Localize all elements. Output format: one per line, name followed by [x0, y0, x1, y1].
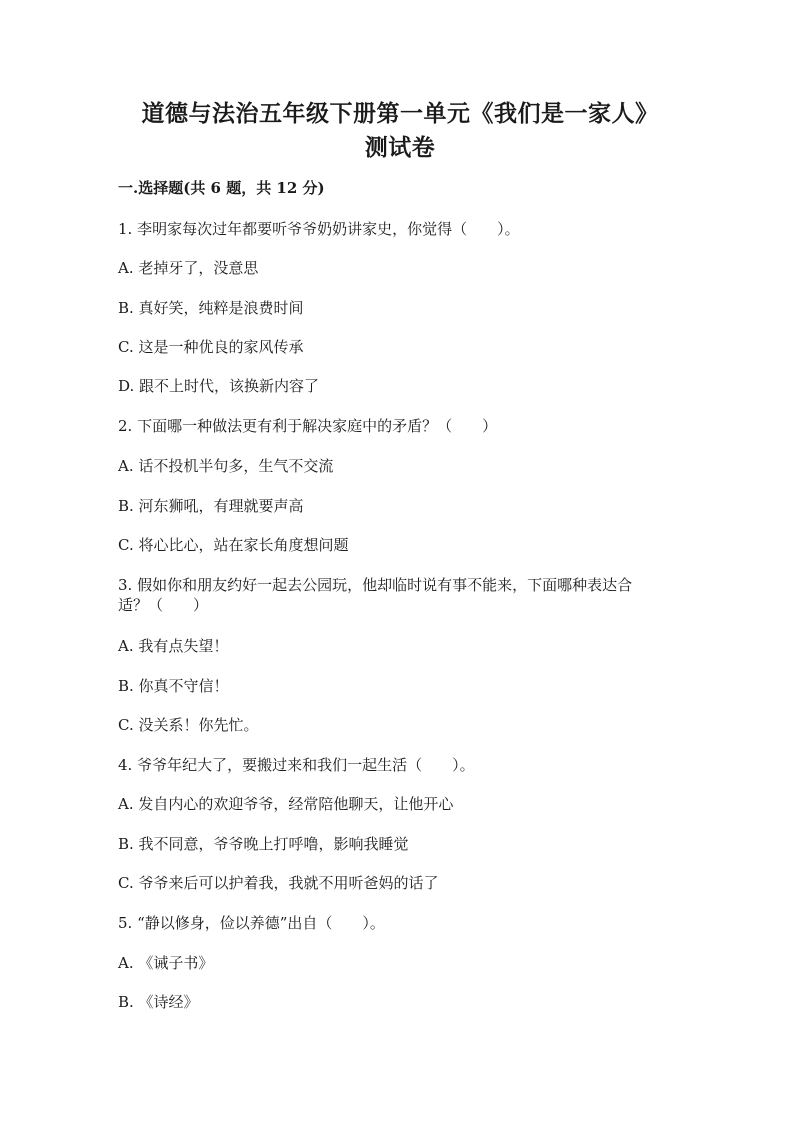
question-2-option-c: C. 将心比心，站在家长角度想问题 — [118, 536, 349, 554]
question-1-option-a: A. 老掉牙了，没意思 — [118, 259, 259, 277]
question-1-option-c: C. 这是一种优良的家风传承 — [118, 338, 304, 356]
question-3-option-a: A. 我有点失望！ — [118, 637, 229, 655]
question-3-stem-cont: 适？（ ） — [118, 596, 209, 614]
question-4-option-c: C. 爷爷来后可以护着我，我就不用听爸妈的话了 — [118, 874, 439, 892]
question-5-stem: 5. “静以修身，俭以养德”出自（ ）。 — [118, 914, 385, 932]
question-5-option-a: A. 《诫子书》 — [118, 954, 214, 972]
page-title-line2: 测试卷 — [364, 134, 436, 161]
question-3-stem: 3. 假如你和朋友约好一起去公园玩，他却临时说有事不能来，下面哪种表达合 — [118, 576, 633, 594]
question-2-stem: 2. 下面哪一种做法更有利于解决家庭中的矛盾？（ ） — [118, 417, 498, 435]
question-3-option-c: C. 没关系！你先忙。 — [118, 716, 259, 734]
question-1-option-b: B. 真好笑，纯粹是浪费时间 — [118, 299, 304, 317]
question-5-option-b: B. 《诗经》 — [118, 993, 199, 1011]
page-title: 道德与法治五年级下册第一单元《我们是一家人》 — [141, 100, 659, 127]
question-4-option-a: A. 发自内心的欢迎爷爷，经常陪他聊天，让他开心 — [118, 795, 454, 813]
question-1-option-d: D. 跟不上时代，该换新内容了 — [118, 377, 320, 395]
question-4-option-b: B. 我不同意，爷爷晚上打呼噜，影响我睡觉 — [118, 835, 409, 853]
question-3-option-b: B. 你真不守信！ — [118, 677, 229, 695]
section-heading: 一.选择题(共 6 题，共 12 分) — [118, 179, 325, 197]
question-2-option-b: B. 河东狮吼，有理就要声高 — [118, 497, 304, 515]
question-2-option-a: A. 话不投机半句多，生气不交流 — [118, 457, 334, 475]
question-4-stem: 4. 爷爷年纪大了，要搬过来和我们一起生活（ ）。 — [118, 756, 475, 774]
question-1-stem: 1. 李明家每次过年都要听爷爷奶奶讲家史，你觉得（ ）。 — [118, 220, 520, 238]
